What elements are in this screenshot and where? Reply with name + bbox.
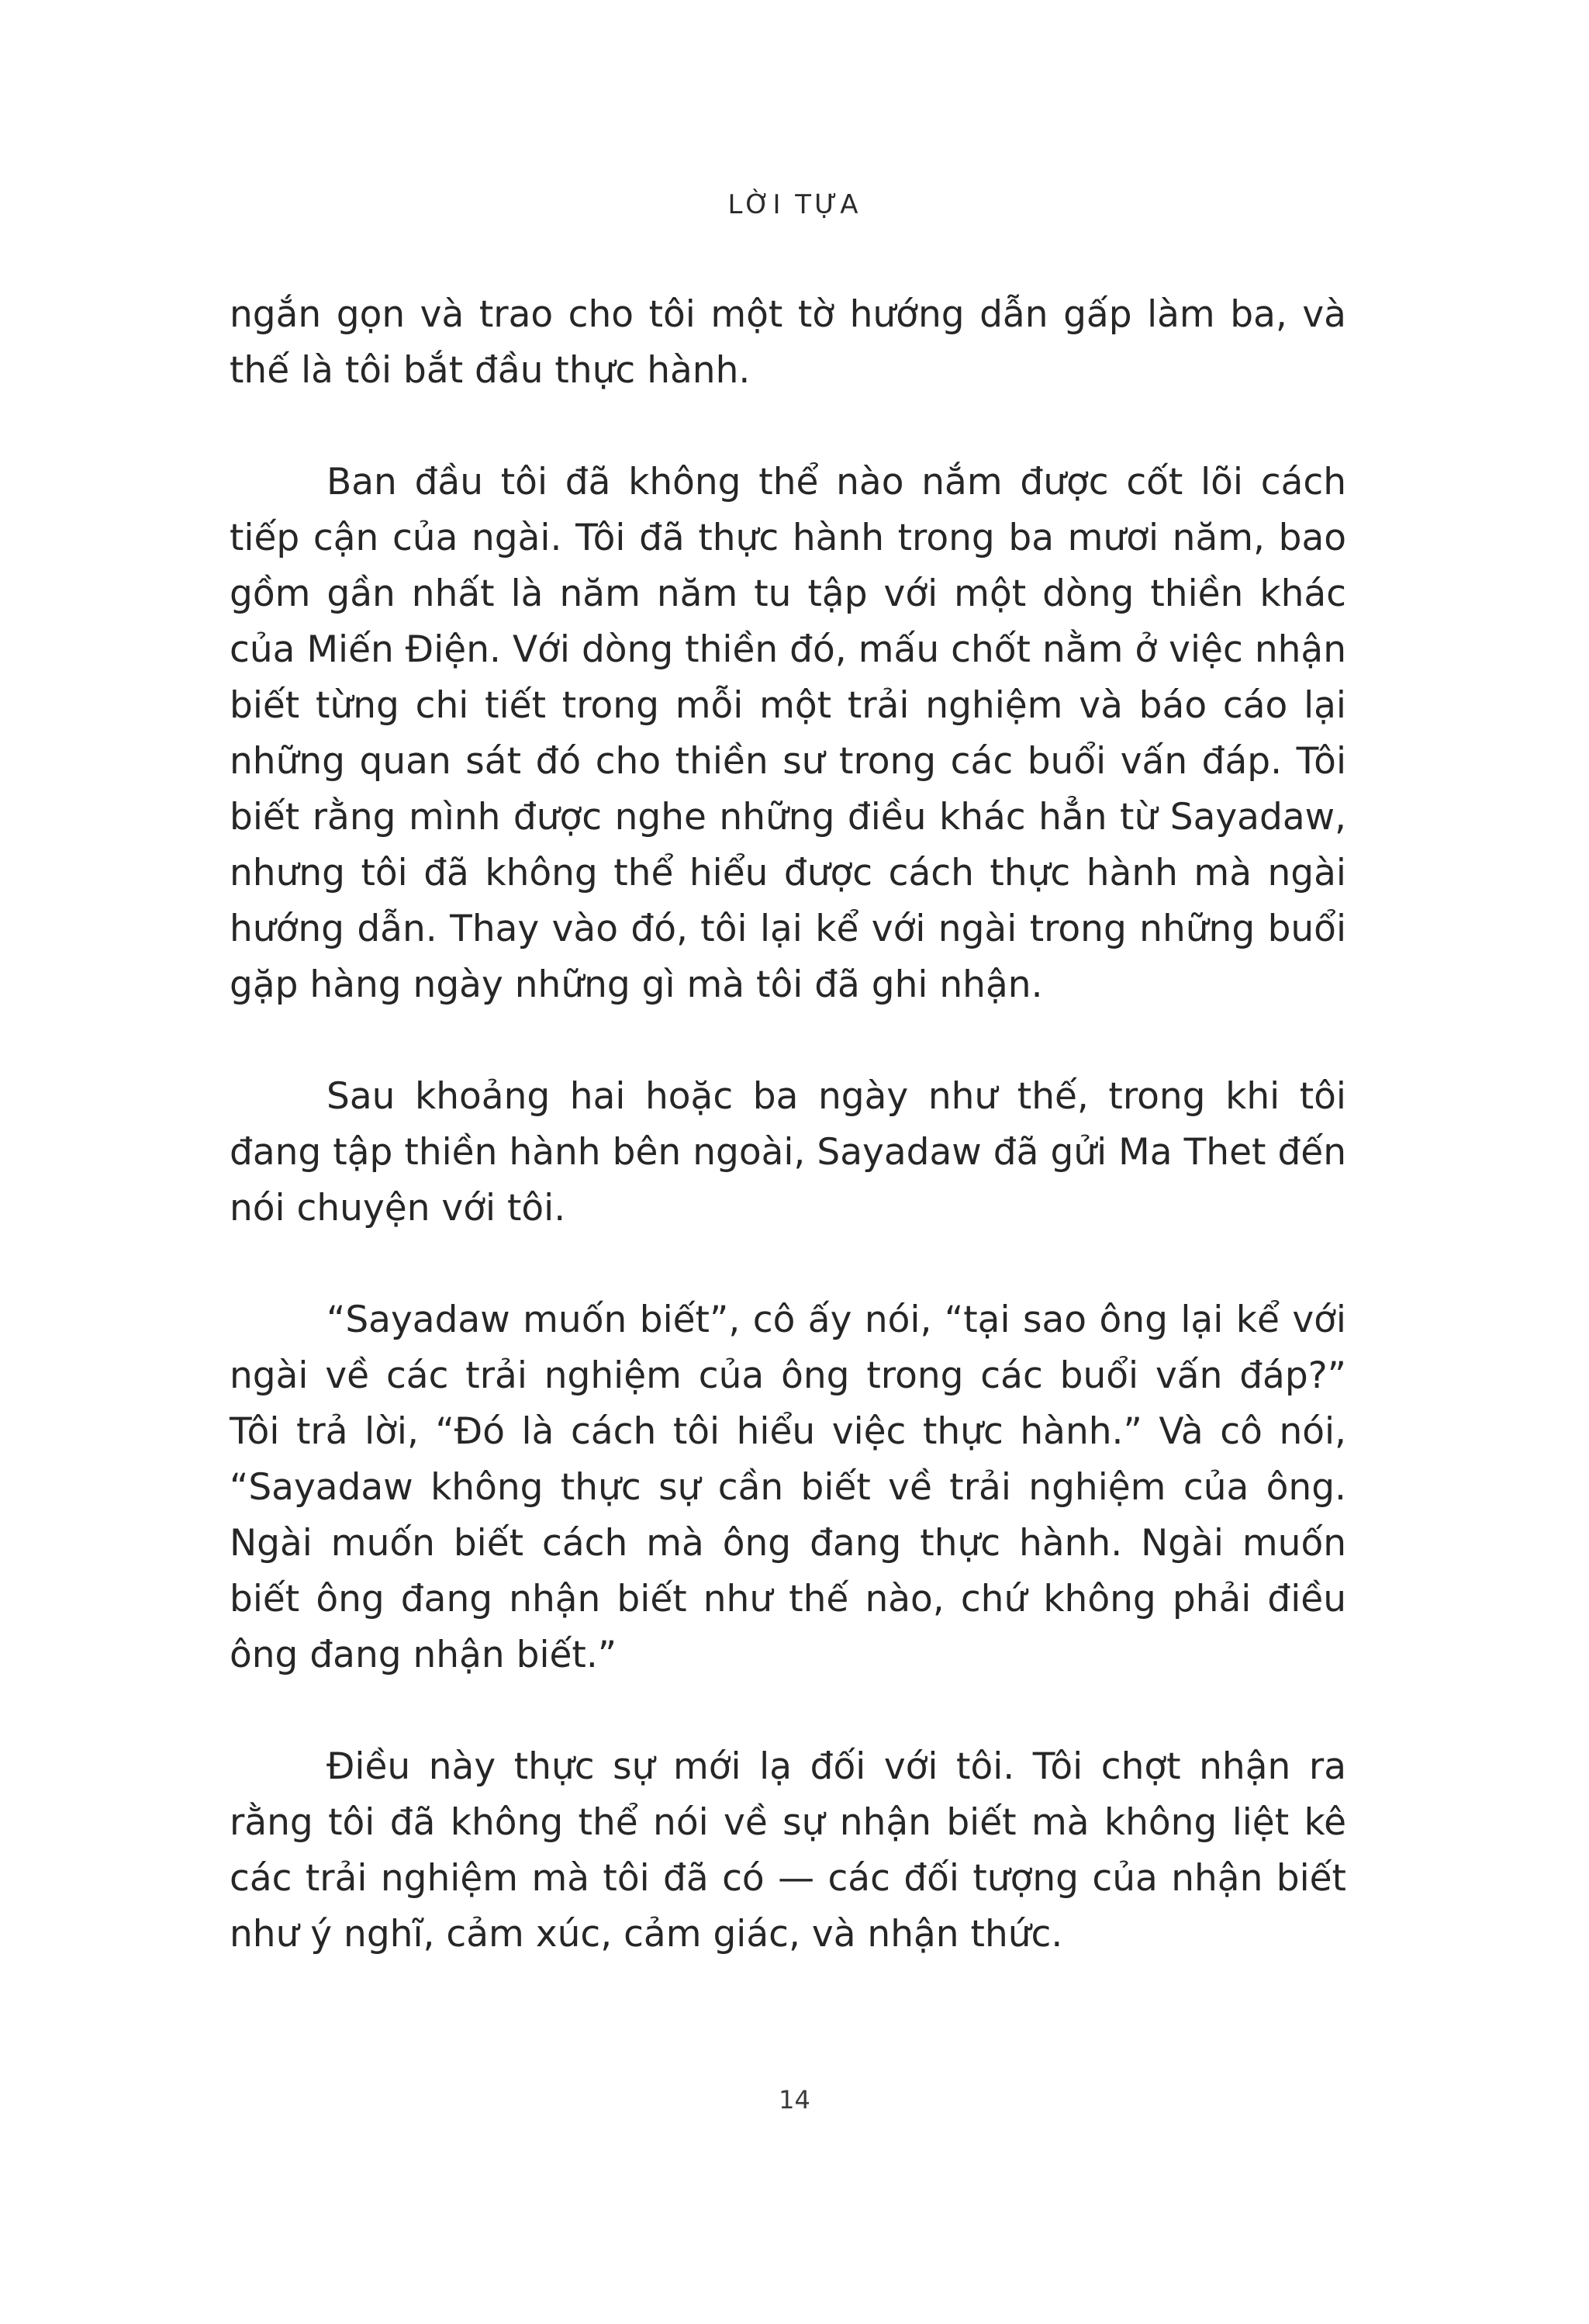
running-header-title: LỜI TỰA — [727, 189, 862, 220]
paragraph-continued: ngắn gọn và trao cho tôi một tờ hướng dẫn gấp làm ba, và thế là tôi bắt đầu thực hành. — [230, 293, 1346, 392]
page-number: 14 — [779, 2085, 810, 2115]
body-text — [230, 287, 1346, 2018]
paragraph: Điều này thực sự mới lạ đối với tôi. Tôi chợt nhận ra rằng tôi đã không thể nói về sự nhận biết mà không liệt kê các trải nghiệm mà tôi đã có — các đối tượng của nhận biết như ý nghĩ, cảm xúc, cảm giác, và nhận thức. — [230, 1745, 1346, 1956]
paragraph: “Sayadaw muốn biết”, cô ấy nói, “tại sao ông lại kể với ngài về các trải nghiệm của ông trong các buổi vấn đáp?” Tôi trả lời, “Đó là cách tôi hiểu việc thực hành.” Và cô nói, “Sayadaw không thực sự cần biết về trải nghiệm của ông. Ngài muốn biết cách mà ông đang thực hành. Ngài muốn biết ông đang nhận biết như thế nào, chứ không phải điều ông đang nhận biết.” — [230, 1299, 1346, 1676]
paragraph: Ban đầu tôi đã không thể nào nắm được cốt lõi cách tiếp cận của ngài. Tôi đã thực hành trong ba mươi năm, bao gồm gần nhất là năm năm tu tập với một dòng thiền khác của Miến Điện. Với dòng thiền đó, mấu chốt nằm ở việc nhận biết từng chi tiết trong mỗi một trải nghiệm và báo cáo lại những quan sát đó cho thiền sư trong các buổi vấn đáp. Tôi biết rằng mình được nghe những điều khác hẳn từ Sayadaw, nhưng tôi đã không thể hiểu được cách thực hành mà ngài hướng dẫn. Thay vào đó, tôi lại kể với ngài trong những buổi gặp hàng ngày những gì mà tôi đã ghi nhận. — [230, 461, 1346, 1006]
paragraph: Sau khoảng hai hoặc ba ngày như thế, trong khi tôi đang tập thiền hành bên ngoài, Sayadaw đã gửi Ma Thet đến nói chuyện với tôi. — [230, 1075, 1346, 1229]
